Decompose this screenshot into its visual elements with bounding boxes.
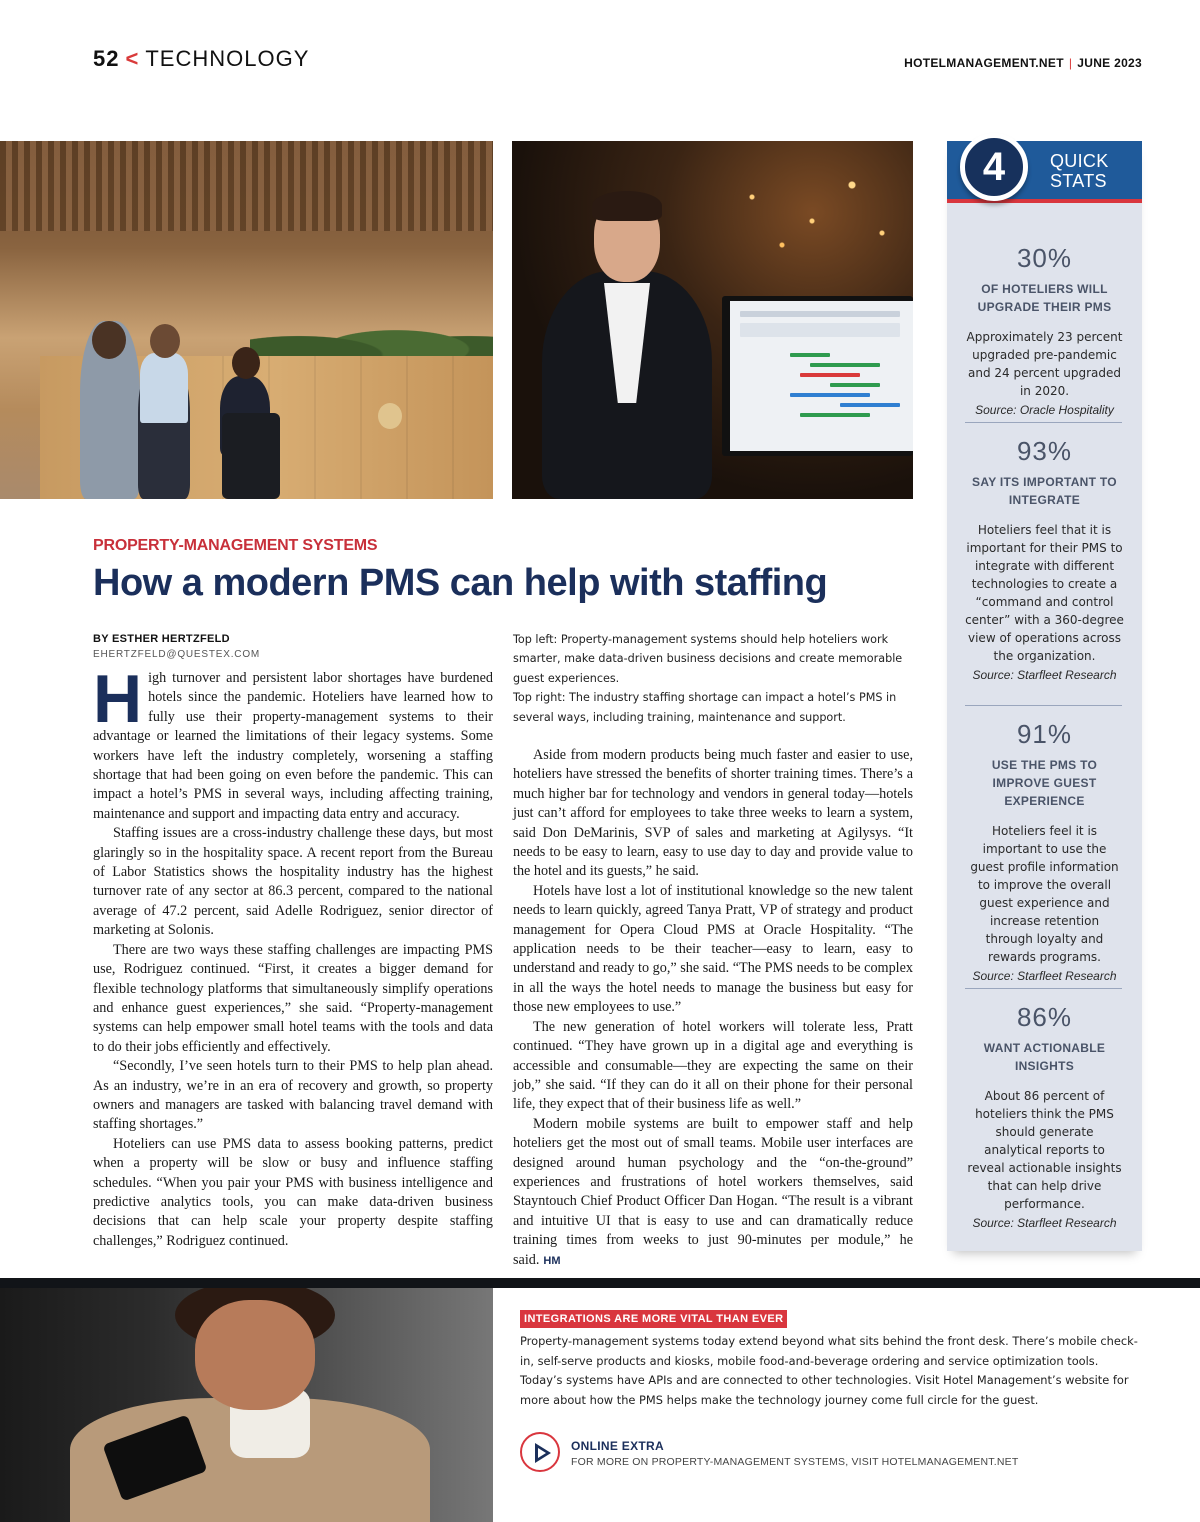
stat-block: [965, 719, 1124, 985]
pms-screen: [730, 301, 913, 451]
receptionist-seated: [378, 403, 402, 429]
stat-heading: OF HOTELIERS WILL UPGRADE THEIR PMS: [977, 282, 1112, 314]
stat-percent: 86%: [1016, 1002, 1073, 1032]
stat-block: [965, 1002, 1124, 1232]
integrations-body: Property-management systems today extend beyond what sits behind the front desk. There’s mobile check-in, self-serve products and kiosks, mobile food-and-beverage ordering and service optimization tools. Today’s systems have APIs and are connected to other technologies. Visit Hotel Management’s website for more about how the PMS helps make the technology journey come full circle for the guest.: [520, 1334, 1138, 1407]
paragraph: Hotels have lost a lot of institutional knowledge so the new talent needs to learn quickly, agreed Tanya Pratt, VP of strategy and product management for Opera Cloud PMS at Oracle Hospitality. “The application needs to be their teacher—easy to learn, easy to understand and ready to go,” she said. “The PMS needs to be complex in all the ways the hotel needs to manage the business but easy for those new employees to use.”: [513, 882, 913, 1016]
drop-cap: H: [93, 661, 143, 737]
suitcase: [222, 413, 280, 499]
paragraph: High turnover and persistent labor shortages have burdened hotels since the pandemic. Hoteliers have learned how to fully use their property-management systems to their advantage or learned the limitations of their legacy systems. Some workers have left the industry completely, worsening a staffing shortage that had been going on even before the pandemic. This can impact a hotel’s PMS in several ways, including affecting training, maintenance and support and impacting data entry and accuracy.: [93, 661, 493, 822]
divider: [965, 988, 1122, 989]
publication-name: HOTELMANAGEMENT.NET: [904, 56, 1064, 70]
stat-body: Approximately 23 percent upgraded pre-pandemic and 24 percent upgraded in 2020.: [966, 330, 1123, 398]
caption-top-left: Top left: Property-management systems should help hoteliers work smarter, make data-driven business decisions and create memorable guest experiences.: [513, 633, 903, 685]
section-divider-bar: [0, 1278, 1200, 1288]
stat-source: Source: Starfleet Research: [972, 668, 1117, 682]
paragraph: Staffing issues are a cross-industry challenge these days, but most glaringly so in the hospitality space. A recent report from the Bureau of Labor Statistics shows the hospitality industry has the highest turnover rate of any sector at 86.3 percent, compared to the national average of 47.2 percent, said Adelle Rodriguez, senior director of marketing at Solonis.: [93, 825, 493, 939]
stat-block: [965, 243, 1124, 419]
paragraph: Modern mobile systems are built to empower staff and help hoteliers get the most out of small teams. Mobile user interfaces are designed around human psychology and the “on-the-ground” experiences and frustrations of hotel workers themselves, said Stayntouch Chief Product Officer Dan Hogan. “The result is a vibrant and intuitive UI that is easy to use and can dramatically reduce training times from weeks to just 90-minutes per module,” he said. HM: [513, 1115, 913, 1268]
stat-percent: 93%: [1016, 436, 1073, 466]
stat-body: About 86 percent of hoteliers think the PMS should generate analytical reports to reveal actionable insights that can help drive performance.: [967, 1089, 1122, 1211]
issue-date: JUNE 2023: [1077, 56, 1142, 70]
photo-captions: [513, 630, 913, 727]
online-extra-link[interactable]: FOR MORE ON PROPERTY-MANAGEMENT SYSTEMS, VISIT HOTELMANAGEMENT.NET: [571, 1456, 1019, 1468]
quick-stats-title: QUICK STATS: [1050, 151, 1109, 191]
paragraph: The new generation of hotel workers will tolerate less, Pratt continued. “They have grown up in a digital age and everything is accessible and consumable—they are expecting the same on their job,” she said. “If they can do it all on their phone for their personal life, they expect that of their business life as well.”: [513, 1018, 913, 1113]
header-separator: |: [1068, 56, 1073, 70]
end-mark: HM: [543, 1254, 561, 1267]
stat-heading: SAY ITS IMPORTANT TO INTEGRATE: [972, 475, 1117, 507]
stat-body: Hoteliers feel that it is important for their PMS to integrate with different technologies to create a “command and control center” with a 360-degree view of operations across the organization.: [965, 523, 1124, 663]
paragraph: There are two ways these staffing challenges are impacting PMS use, Rodriguez continued. “First, it creates a bigger demand for flexible technology platforms that simultaneously simplify operations and enhance guest experiences,” she said. “Property-management systems can help empower small hotel teams with the tools and data to do their jobs efficiently and effectively.: [93, 941, 493, 1055]
integrations-tag: INTEGRATIONS ARE MORE VITAL THAN EVER: [520, 1310, 787, 1328]
page-header-left: [93, 46, 309, 72]
chevron-left-icon: <: [125, 46, 140, 71]
stat-percent: 91%: [1016, 719, 1073, 749]
quick-stats-sidebar: [947, 141, 1142, 1251]
stat-heading: WANT ACTIONABLE INSIGHTS: [983, 1041, 1106, 1073]
byline: BY ESTHER HERTZFELD: [93, 633, 230, 645]
section-label: TECHNOLOGY: [145, 46, 310, 71]
article-kicker: PROPERTY-MANAGEMENT SYSTEMS: [93, 537, 378, 554]
online-extra-title: ONLINE EXTRA: [571, 1439, 664, 1453]
divider: [965, 705, 1122, 706]
stat-block: [965, 436, 1124, 684]
paragraph: Hoteliers can use PMS data to assess booking patterns, predict when a property will be slow or busy and influence staffing schedules. “When you pair your PMS with business intelligence and predictive analytics tools, you can make data-driven business decisions that can help scale your property despite staffing challenges,” Rodriguez continued.: [93, 1135, 493, 1249]
stat-count-badge: 4: [960, 133, 1028, 201]
paragraph: Aside from modern products being much faster and easier to use, hoteliers have stressed the benefits of shorter training times. There’s a much higher bar for technology and vendors in general today—hotels just can’t afford for employees to take three weeks to learn a system, said Don DeMarinis, SVP of sales and marketing at Agilysys. “It needs to be easy to learn, easy to use day to day and provide value to the hotel and its guests,” he said.: [513, 747, 913, 880]
article-column-right: [513, 746, 913, 1271]
author-email[interactable]: EHERTZFELD@QUESTEX.COM: [93, 649, 261, 660]
page-header-right: [904, 56, 1142, 70]
page-number: 52: [93, 46, 120, 71]
divider: [965, 422, 1122, 423]
pendant-lights: [712, 161, 912, 281]
article-headline: How a modern PMS can help with staffing: [93, 562, 828, 604]
photo-hotel-front-desk: [0, 141, 493, 499]
stat-heading: USE THE PMS TO IMPROVE GUEST EXPERIENCE: [991, 758, 1098, 808]
wood-slat-ceiling: [0, 141, 493, 231]
caption-top-right: Top right: The industry staffing shortage can impact a hotel’s PMS in several ways, including training, maintenance and support.: [513, 691, 897, 724]
article-column-left: [93, 661, 493, 1251]
stat-source: Source: Starfleet Research: [972, 969, 1117, 983]
play-icon[interactable]: [520, 1432, 560, 1472]
photo-woman-using-phone: [0, 1288, 493, 1522]
photo-hotel-staff-with-pms-screen: [512, 141, 913, 499]
stat-source: Source: Oracle Hospitality: [975, 403, 1114, 417]
paragraph: “Secondly, I’ve seen hotels turn to their PMS to help plan ahead. As an industry, we’re in an era of recovery and growth, so property owners and managers are tasked with balancing travel demand with staffing shortages.”: [93, 1058, 493, 1133]
stat-body: Hoteliers feel it is important to use the guest profile information to improve the overall guest experience and increase retention through loyalty and rewards programs.: [970, 824, 1119, 964]
stat-source: Source: Starfleet Research: [972, 1216, 1117, 1230]
stat-percent: 30%: [1016, 243, 1073, 273]
